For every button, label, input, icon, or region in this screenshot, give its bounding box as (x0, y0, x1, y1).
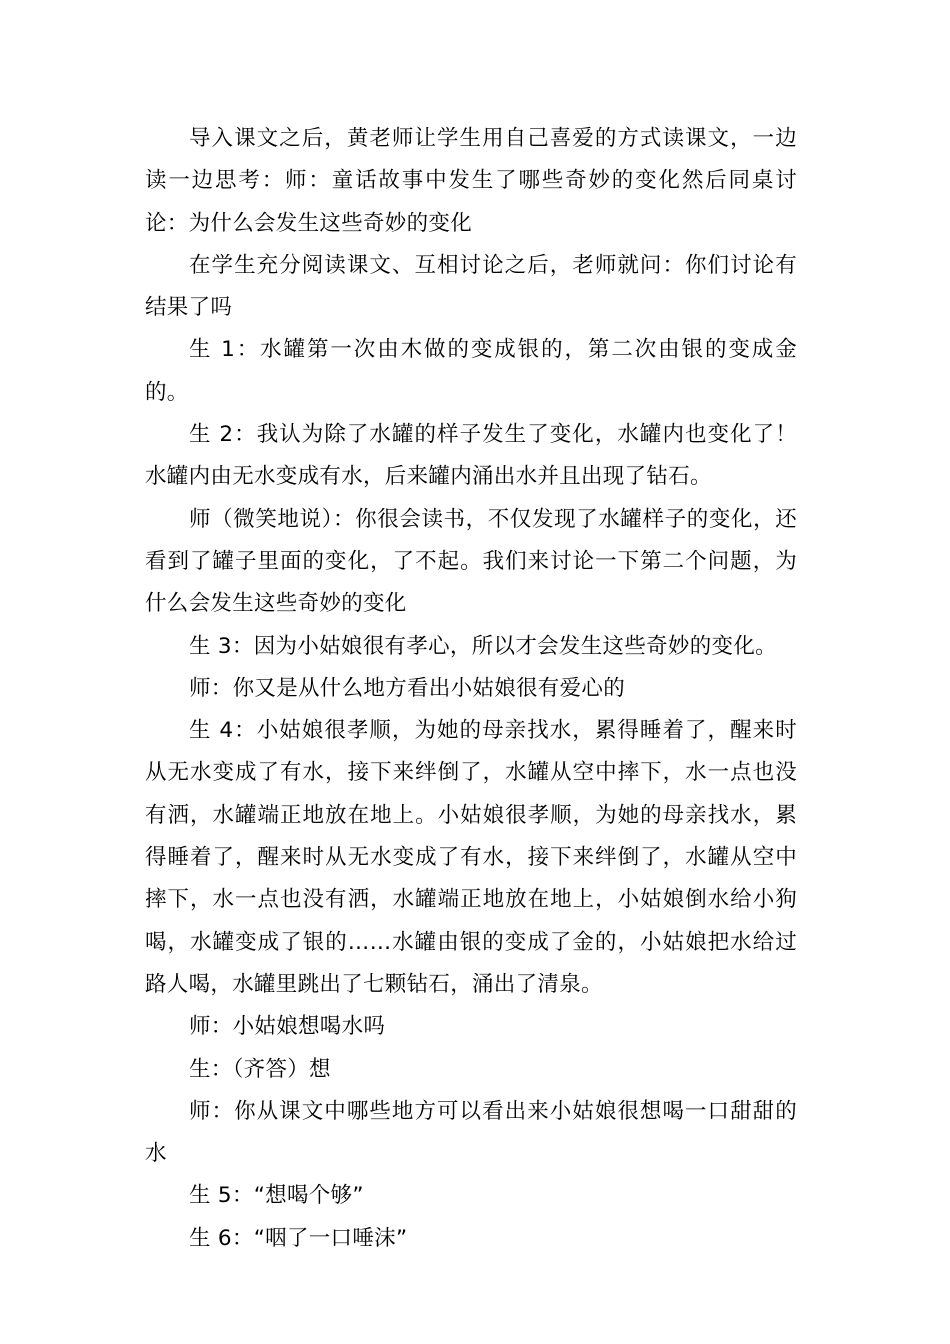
paragraph-teacher-love-question: 师：你又是从什么地方看出小姑娘很有爱心的 (189, 675, 626, 701)
paragraph-teacher-question: 在学生充分阅读课文、互相讨论之后，老师就问：你们讨论有结果了吗 (145, 252, 797, 321)
paragraph-teacher-thirst-question: 师：小姑娘想喝水吗 (189, 1014, 386, 1040)
paragraph-student-2: 生 2：我认为除了水罐的样子发生了变化，水罐内也变化了！水罐内由无水变成有水，后来罐内涌出水并且出现了钻石。 (145, 422, 797, 490)
paragraph-teacher-evidence-question: 师：你从课文中哪些地方可以看出来小姑娘很想喝一口甜甜的水 (145, 1098, 797, 1167)
paragraph-student-1: 生 1：水罐第一次由木做的变成银的，第二次由银的变成金的。 (145, 337, 797, 405)
paragraph-student-3: 生 3：因为小姑娘很有孝心，所以才会发生这些奇妙的变化。 (189, 633, 777, 659)
document-body (145, 118, 797, 1260)
paragraph-student-6: 生 6：“咽了一口唾沫” (189, 1225, 408, 1251)
paragraph-student-5: 生 5：“想喝个够” (189, 1183, 364, 1209)
paragraph-students-chorus: 生：（齐答）想 (189, 1056, 331, 1082)
paragraph-intro: 导入课文之后，黄老师让学生用自己喜爱的方式读课文，一边读一边思考：师：童话故事中发生了哪些奇妙的变化然后同桌讨论：为什么会发生这些奇妙的变化 (145, 126, 797, 236)
paragraph-student-4: 生 4：小姑娘很孝顺，为她的母亲找水，累得睡着了，醒来时从无水变成了有水，接下来绊倒了，水罐从空中摔下，水一点也没有洒，水罐端正地放在地上。小姑娘很孝顺，为她的母亲找水，累得睡着了，醒来时从无水变成了有水，接下来绊倒了，水罐从空中摔下，水一点也没有洒，水罐端正地放在地上，小姑娘倒水给小狗喝，水罐变成了银的……水罐由银的变成了金的，小姑娘把水给过路人喝，水罐里跳出了七颗钻石，涌出了清泉。 (145, 718, 797, 997)
paragraph-teacher-praise: 师（微笑地说）：你很会读书，不仅发现了水罐样子的变化，还看到了罐子里面的变化，了不起。我们来讨论一下第二个问题，为什么会发生这些奇妙的变化 (145, 506, 797, 617)
